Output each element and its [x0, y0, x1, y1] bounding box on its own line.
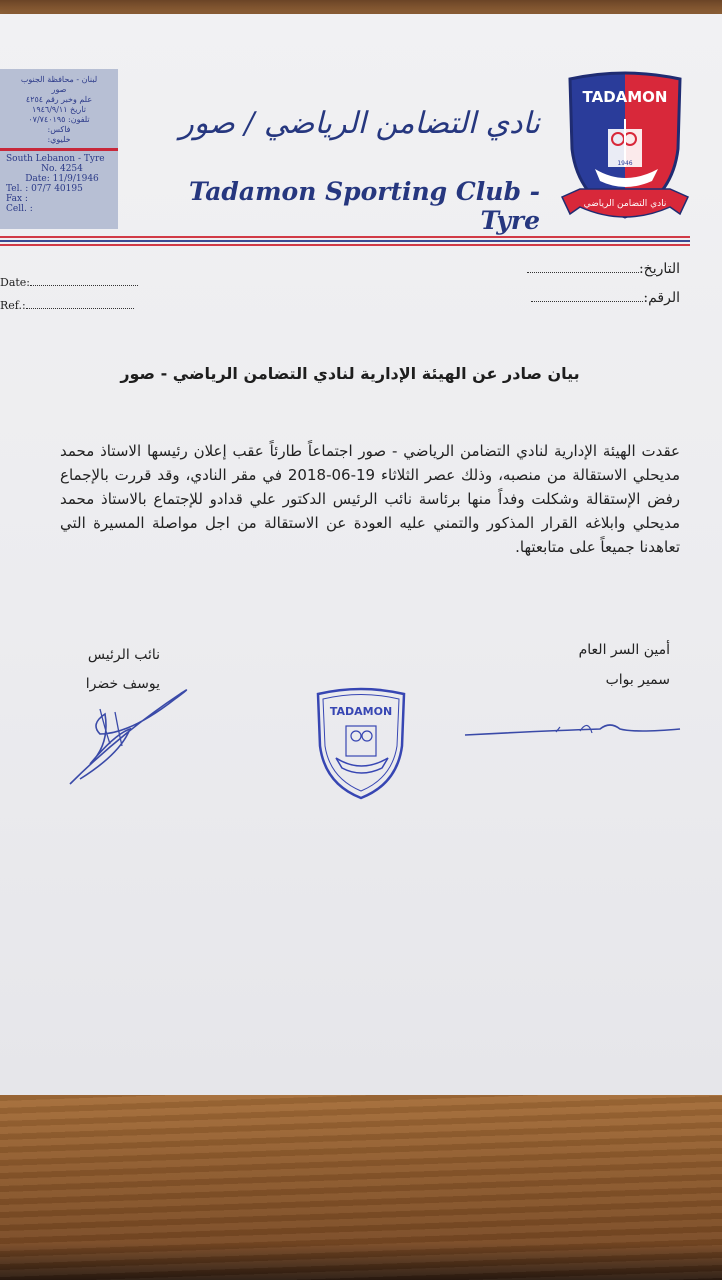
logo-year: 1946: [617, 160, 633, 167]
club-stamp-icon: [312, 686, 410, 804]
info-divider: [0, 148, 118, 151]
logo-text: TADAMON: [582, 88, 668, 106]
vice-president-signature-icon: [60, 674, 200, 794]
secretary-general-signature-icon: [460, 709, 690, 759]
statement-body: عقدت الهيئة الإدارية لنادي التضامن الرياضي - صور اجتماعاً طارئاً عقب إعلان رئيسها الاستاذ محمد مديحلي الاستقالة من منصبه، وذلك عصر الثلاثاء 19-06-2018 في مقر النادي، وقد قررت بالإجماع رفض الإستقالة وشكلت وفداً منها برئاسة نائب الرئيس الدكتور علي قدادو للإجتماع بالاستاذ محمد مديحلي وابلاغه القرار المذكور والتمني عليه العودة عن الاستقالة من اجل مواصلة المسيرة التي تعاهدنا جميعاً على متابعتها.: [60, 442, 680, 556]
statement-title: بيان صادر عن الهيئة الإدارية لنادي التضامن الرياضي - صور: [120, 364, 580, 383]
club-name-arabic: نادي التضامن الرياضي / صور: [179, 106, 540, 141]
info-ar-line: خليوي:: [47, 135, 71, 144]
vice-president-title: نائب الرئيس: [87, 647, 160, 663]
date-label-en: Date:: [0, 276, 31, 289]
info-ar-line: تاريخ ١٩٤٦/٩/١١: [32, 105, 86, 114]
logo-ribbon-text: نادي التضامن الرياضي: [583, 199, 667, 209]
info-ar-line: صور: [51, 85, 67, 94]
info-ar-line: علم وخبر رقم ٤٢٥٤: [25, 95, 93, 104]
date-label-ar: التاريخ:: [638, 261, 680, 277]
info-ar-line: فاكس:: [47, 125, 71, 134]
club-logo-icon: [560, 69, 690, 244]
info-en-line: Date: 11/9/1946: [25, 174, 99, 184]
info-ar-line: تلفون: ٠٧/٧٤٠١٩٥: [28, 115, 90, 124]
secretary-general-name: سمير بواب: [605, 672, 670, 688]
header-rule: [0, 236, 690, 238]
letterhead-paper: [0, 14, 722, 1100]
date-field-ar: [520, 261, 680, 277]
header-rule: [0, 244, 690, 246]
ref-field-en: [0, 299, 134, 312]
stamp-text: TADAMON: [329, 705, 393, 718]
ref-field-ar: [520, 290, 680, 306]
info-en-line: Fax :: [6, 194, 28, 204]
club-name-english: Tadamon Sporting Club - Tyre: [188, 177, 540, 235]
contact-info-box: [0, 69, 118, 229]
secretary-general-title: أمين السر العام: [578, 642, 670, 658]
info-en-line: South Lebanon - Tyre: [6, 154, 105, 164]
vice-president-name: يوسف خضرا: [85, 676, 160, 692]
ref-label-en: Ref.:: [0, 299, 26, 312]
info-en-line: No. 4254: [41, 164, 83, 174]
ref-label-ar: الرقم:: [643, 290, 680, 306]
date-field-en: [0, 276, 138, 289]
info-en-line: Cell. :: [6, 204, 33, 214]
info-en-line: Tel. : 07/7 40195: [6, 184, 83, 194]
header-rule: [0, 240, 690, 242]
info-ar-line: لبنان - محافظة الجنوب: [20, 75, 98, 84]
desk-surface-bottom: [0, 1095, 722, 1280]
